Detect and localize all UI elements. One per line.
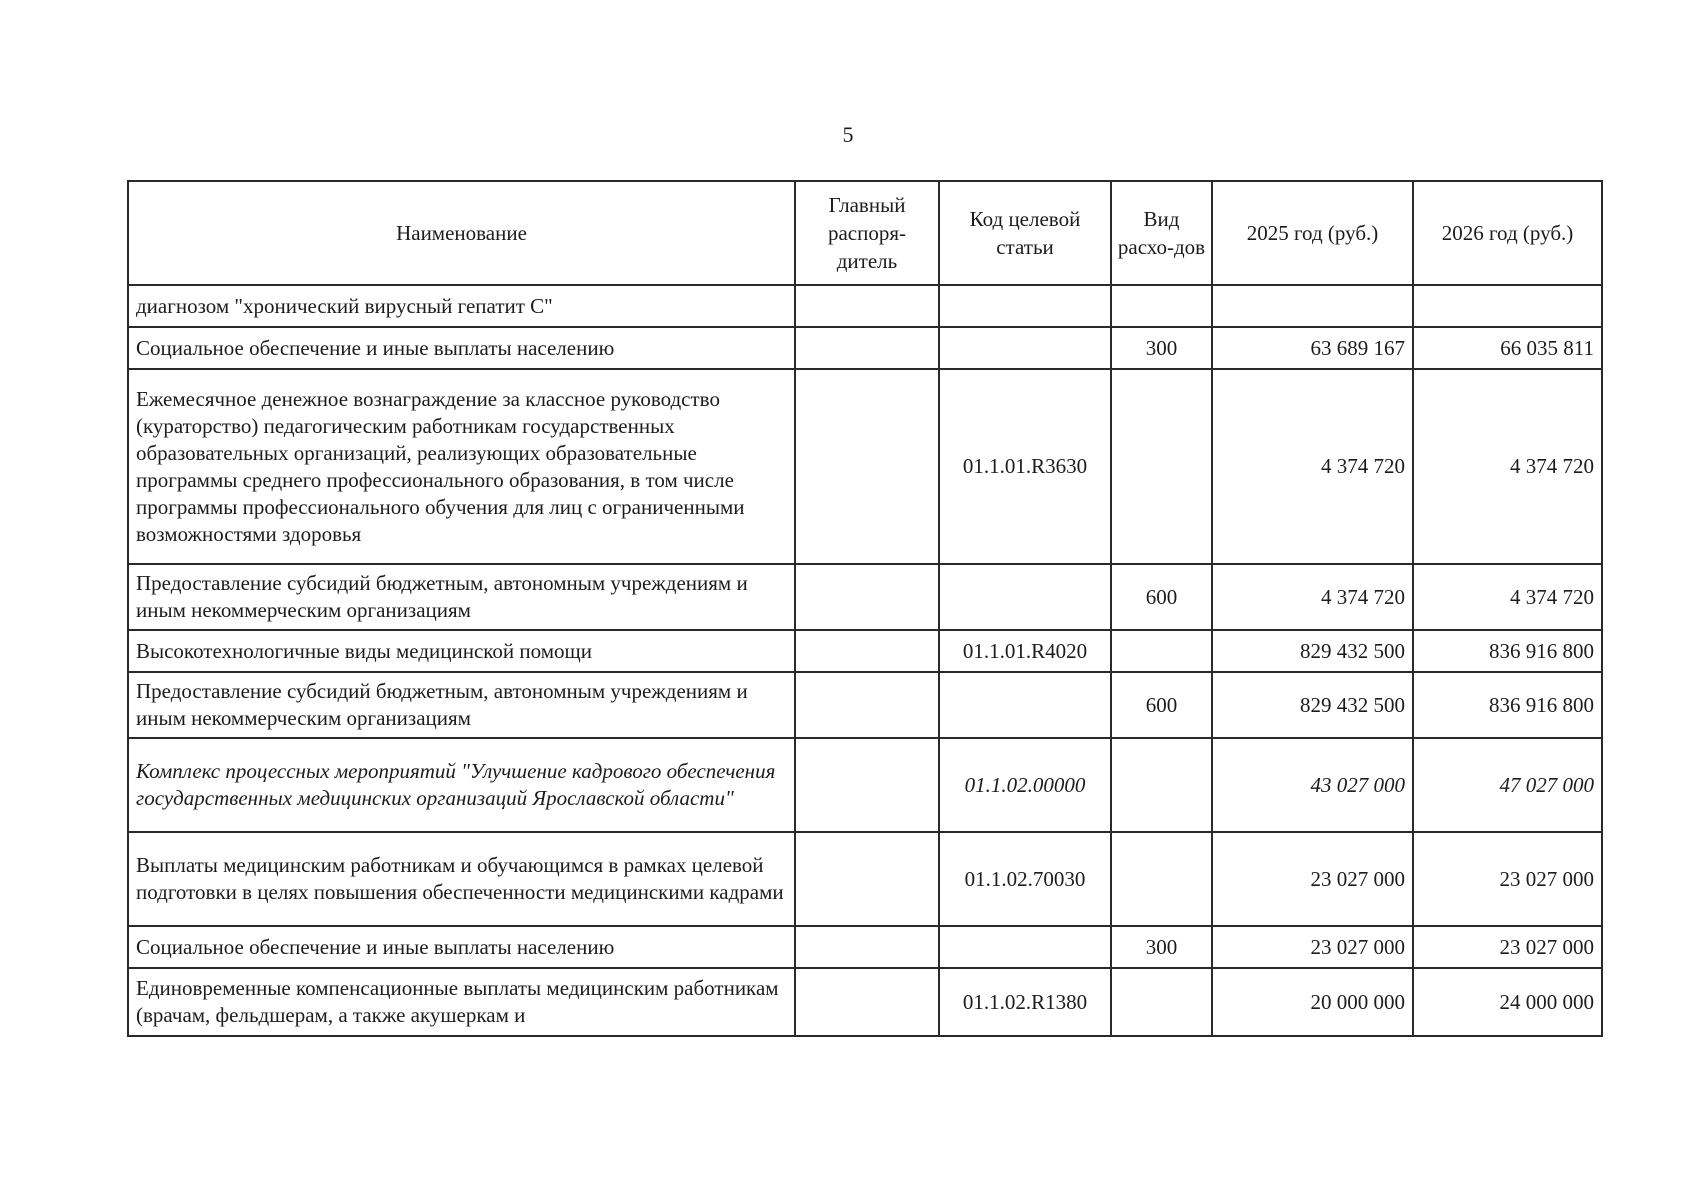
cell-name: Предоставление субсидий бюджетным, автономным учреждениям и иным некоммерческим организациям (128, 672, 795, 738)
cell-amount-2026: 23 027 000 (1413, 926, 1602, 968)
page-number: 5 (842, 122, 854, 147)
cell-expense-type (1111, 369, 1212, 564)
cell-amount-2026: 836 916 800 (1413, 630, 1602, 672)
cell-amount-2026: 66 035 811 (1413, 327, 1602, 369)
table-row (128, 738, 1602, 832)
table-row (128, 327, 1602, 369)
cell-name: Выплаты медицинским работникам и обучающимся в рамках целевой подготовки в целях повышения обеспеченности медицинскими кадрами (128, 832, 795, 926)
cell-main-manager (795, 832, 939, 926)
cell-name: Социальное обеспечение и иные выплаты населению (128, 926, 795, 968)
table-row (128, 968, 1602, 1036)
cell-expense-type: 600 (1111, 564, 1212, 630)
cell-code (939, 564, 1111, 630)
cell-amount-2025: 4 374 720 (1212, 564, 1413, 630)
cell-code: 01.1.01.R3630 (939, 369, 1111, 564)
table-row (128, 285, 1602, 327)
cell-name: Единовременные компенсационные выплаты медицинским работникам (врачам, фельдшерам, а также акушеркам и (128, 968, 795, 1036)
header-code: Код целевой статьи (939, 181, 1111, 285)
cell-amount-2025: 4 374 720 (1212, 369, 1413, 564)
cell-amount-2026: 4 374 720 (1413, 564, 1602, 630)
table-row (128, 926, 1602, 968)
header-2026: 2026 год (руб.) (1413, 181, 1602, 285)
cell-name: Социальное обеспечение и иные выплаты населению (128, 327, 795, 369)
cell-code (939, 285, 1111, 327)
cell-amount-2025: 829 432 500 (1212, 630, 1413, 672)
cell-amount-2026 (1413, 285, 1602, 327)
cell-code: 01.1.02.00000 (939, 738, 1111, 832)
cell-expense-type (1111, 630, 1212, 672)
cell-amount-2025: 20 000 000 (1212, 968, 1413, 1036)
table-row (128, 369, 1602, 564)
cell-main-manager (795, 968, 939, 1036)
cell-amount-2025: 43 027 000 (1212, 738, 1413, 832)
cell-name: диагнозом "хронический вирусный гепатит С" (128, 285, 795, 327)
table-row (128, 672, 1602, 738)
cell-main-manager (795, 926, 939, 968)
cell-amount-2026: 4 374 720 (1413, 369, 1602, 564)
cell-amount-2026: 47 027 000 (1413, 738, 1602, 832)
cell-main-manager (795, 369, 939, 564)
cell-amount-2026: 23 027 000 (1413, 832, 1602, 926)
cell-main-manager (795, 327, 939, 369)
cell-expense-type (1111, 738, 1212, 832)
budget-table (127, 180, 1603, 1037)
cell-main-manager (795, 630, 939, 672)
cell-expense-type (1111, 285, 1212, 327)
cell-expense-type: 300 (1111, 327, 1212, 369)
cell-code (939, 926, 1111, 968)
cell-main-manager (795, 285, 939, 327)
cell-amount-2025: 23 027 000 (1212, 926, 1413, 968)
cell-code: 01.1.02.70030 (939, 832, 1111, 926)
cell-code: 01.1.01.R4020 (939, 630, 1111, 672)
cell-expense-type: 600 (1111, 672, 1212, 738)
table-header-row (128, 181, 1602, 285)
cell-main-manager (795, 738, 939, 832)
table-row (128, 630, 1602, 672)
header-2025: 2025 год (руб.) (1212, 181, 1413, 285)
cell-name: Ежемесячное денежное вознаграждение за классное руководство (кураторство) педагогическим работникам государственных образовательных организаций, реализующих образовательные программы среднего профессионального образования, в том числе программы профессионального обучения для лиц с ограниченными возможностями здоровья (128, 369, 795, 564)
cell-main-manager (795, 564, 939, 630)
cell-main-manager (795, 672, 939, 738)
cell-expense-type (1111, 832, 1212, 926)
cell-name: Комплекс процессных мероприятий "Улучшение кадрового обеспечения государственных медицинских организаций Ярославской области" (128, 738, 795, 832)
cell-amount-2026: 24 000 000 (1413, 968, 1602, 1036)
cell-code (939, 672, 1111, 738)
cell-amount-2025 (1212, 285, 1413, 327)
header-main-manager: Главный распоря-дитель (795, 181, 939, 285)
header-expense-type: Вид расхо-дов (1111, 181, 1212, 285)
cell-code (939, 327, 1111, 369)
cell-name: Высокотехнологичные виды медицинской помощи (128, 630, 795, 672)
header-name: Наименование (128, 181, 795, 285)
cell-name: Предоставление субсидий бюджетным, автономным учреждениям и иным некоммерческим организациям (128, 564, 795, 630)
cell-amount-2025: 829 432 500 (1212, 672, 1413, 738)
cell-code: 01.1.02.R1380 (939, 968, 1111, 1036)
table-row (128, 564, 1602, 630)
cell-expense-type (1111, 968, 1212, 1036)
cell-amount-2025: 23 027 000 (1212, 832, 1413, 926)
cell-amount-2026: 836 916 800 (1413, 672, 1602, 738)
table-row (128, 832, 1602, 926)
cell-amount-2025: 63 689 167 (1212, 327, 1413, 369)
cell-expense-type: 300 (1111, 926, 1212, 968)
